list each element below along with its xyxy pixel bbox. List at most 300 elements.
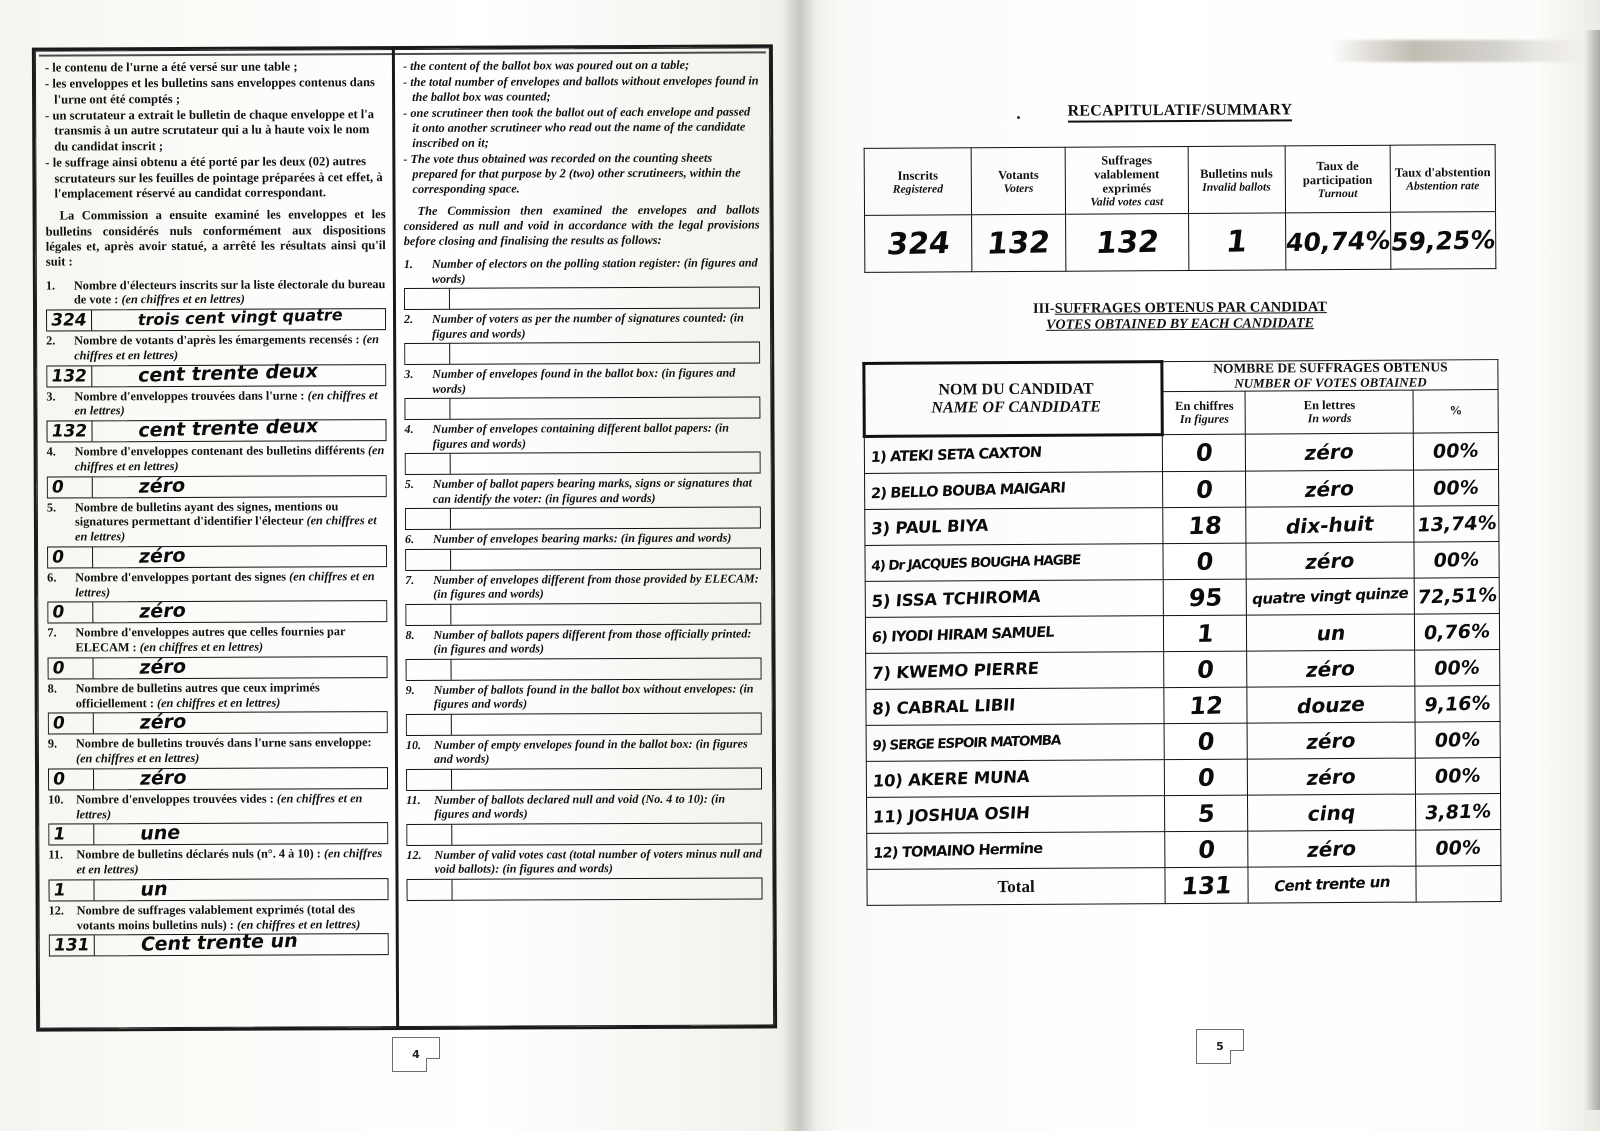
answer-words-cell[interactable] (92, 415, 385, 442)
handwritten-votes-words: zéro (1305, 763, 1359, 790)
question-item-11 (406, 791, 762, 846)
answer-figures-cell[interactable] (406, 604, 451, 624)
answer-figures-cell[interactable] (50, 936, 95, 956)
question-text: Nombre de bulletins autres que ceux imprimés officiellement : (en chiffres et en lettres) (75, 680, 320, 711)
table-row (866, 758, 1500, 798)
handwritten-votes-figure: 0 (1196, 763, 1216, 792)
question-number: 6. (404, 531, 415, 546)
handwritten-percent: 00% (1432, 548, 1481, 572)
right-page-number-tab (1196, 1029, 1244, 1064)
answer-figures-cell[interactable] (49, 714, 94, 734)
table-row (864, 433, 1498, 474)
handwritten-votes-words: dix-huit (1284, 510, 1376, 539)
handwritten-words: trois cent vingt quatre (136, 305, 345, 330)
answer-box[interactable] (48, 878, 388, 901)
handwritten-candidate-name: 8) CABRAL LIBII (871, 694, 1016, 719)
handwritten-votes-figure: 0 (1194, 438, 1214, 468)
question-hint: (en chiffres et en lettres) (76, 846, 383, 877)
question-label (404, 310, 760, 341)
answer-figures-cell[interactable] (49, 825, 94, 845)
french-bullet-list (45, 59, 386, 202)
answer-figures-cell[interactable] (407, 714, 452, 734)
header-votes-en: NUMBER OF VOTES OBTAINED (1234, 374, 1427, 391)
question-text: Nombre d'enveloppes autres que celles fournies par ELECAM : (en chiffres et en lettres) (75, 624, 346, 655)
answer-figures-cell[interactable] (49, 658, 94, 678)
answer-figures-cell[interactable] (407, 769, 452, 789)
answer-words-cell[interactable] (452, 768, 761, 789)
answer-box[interactable] (47, 600, 387, 623)
section-title-fr: SUFFRAGES OBTENUS PAR CANDIDAT (1054, 299, 1327, 317)
cell-votes-percent (1414, 542, 1499, 579)
question-text: Nombre d'enveloppes contenant des bulletins différents (en chiffres et en lettres) (74, 443, 385, 474)
handwritten-votes-figure: 0 (1196, 727, 1216, 756)
question-number: 8. (405, 627, 415, 642)
answer-words-cell[interactable] (95, 930, 388, 957)
answer-words-cell[interactable] (452, 658, 761, 679)
col-label-en: Valid votes cast (1090, 194, 1164, 209)
english-question-list (404, 255, 763, 900)
table-row (865, 506, 1499, 546)
question-item-1 (46, 277, 386, 332)
question-hint: (en chiffres et en lettres) (74, 332, 380, 363)
answer-box[interactable] (405, 506, 761, 530)
question-item-1 (404, 255, 760, 310)
question-label (48, 735, 388, 766)
header-percent-label: % (1449, 403, 1463, 418)
handwritten-words: zéro (138, 766, 189, 790)
handwritten-words: cent trente deux (136, 359, 320, 387)
handwritten-figure: 0 (51, 658, 66, 679)
col-label-fr: Votants (998, 167, 1039, 182)
question-text: Nombre de suffrages valablement exprimés (total des votants moins bulletins nuls) : (en chiffres et en lettres) (76, 902, 361, 933)
question-text: Nombre d'enveloppes trouvées dans l'urne : (en chiffres et en lettres) (74, 387, 378, 418)
question-item-3 (46, 388, 386, 443)
answer-figures-cell[interactable] (405, 399, 450, 419)
question-item-9 (406, 681, 762, 736)
list-item: - the content of the ballot box was poured out on a table; (402, 57, 690, 74)
total-words (1248, 866, 1416, 903)
question-label (405, 626, 761, 657)
cell-votes-figures (1164, 723, 1248, 760)
handwritten-candidate-name: 10) AKERE MUNA (872, 766, 1031, 791)
cell-candidate-name (865, 544, 1163, 582)
answer-words-cell[interactable] (452, 713, 761, 734)
answer-figures-cell[interactable] (49, 880, 94, 900)
question-label (46, 277, 386, 308)
question-text: Nombre de bulletins trouvés dans l'urne sans enveloppe: (en chiffres et en lettres) (75, 735, 372, 766)
handwritten-value: 1 (1224, 223, 1250, 260)
handwritten-votes-figure: 95 (1186, 583, 1224, 612)
question-hint: (en chiffres et en lettres) (75, 569, 375, 600)
cell-votes-percent (1415, 722, 1500, 759)
english-paragraph (404, 202, 760, 249)
handwritten-percent: 00% (1432, 476, 1481, 500)
answer-figures-cell[interactable] (47, 366, 92, 386)
list-item: - les enveloppes et les bulletins sans enveloppes contenus dans l'urne ont été comptés ; (44, 75, 375, 107)
question-item-6 (47, 569, 387, 624)
total-label: Total (867, 868, 1165, 906)
question-number: 7. (47, 625, 57, 640)
answer-box[interactable] (46, 359, 386, 387)
right-page-number: 5 (1216, 1040, 1224, 1053)
question-text: Nombre d'électeurs inscrits sur la liste électorale du bureau de vote : (en chiffres et en lettres) (73, 276, 386, 307)
question-hint: (en chiffres et en lettres) (74, 443, 385, 474)
cell-votes-words (1247, 614, 1415, 651)
handwritten-percent: 13,74% (1415, 511, 1498, 537)
cell-votes-percent (1415, 650, 1500, 687)
cell-candidate-name (865, 472, 1163, 510)
answer-box[interactable] (48, 767, 388, 790)
handwritten-votes-words: douze (1295, 691, 1368, 719)
col-label-en: Turnout (1317, 186, 1358, 200)
cell-candidate-name (867, 796, 1165, 834)
col-label-fr: Suffrages valablement exprimés (1093, 152, 1160, 195)
list-item: - un scrutateur a extrait le bulletin de chaque enveloppe et l'a transmis à un autre scrutateur qui a lu à haute voix le nom du candidat inscrit ; (45, 107, 375, 154)
column-divider (392, 49, 399, 1027)
question-text: Number of electors on the polling station register: (in figures and words) (431, 255, 758, 286)
cell-candidate-name (865, 616, 1163, 654)
recap-col-turnout (1285, 145, 1391, 213)
header-in-words (1245, 390, 1413, 434)
answer-words-cell[interactable] (94, 768, 387, 789)
question-hint: (in figures and words) (432, 365, 736, 396)
recap-col-invalid (1188, 146, 1286, 214)
list-item: - le contenu de l'urne a été versé sur une table ; (44, 59, 298, 75)
answer-figures-cell[interactable] (406, 549, 451, 569)
question-number: 2. (404, 311, 414, 326)
handwritten-percent: 0,76% (1422, 619, 1492, 645)
question-item-9 (48, 735, 388, 790)
question-item-7 (405, 571, 761, 626)
cell-votes-figures (1163, 579, 1247, 616)
question-item-12 (49, 902, 389, 957)
handwritten-candidate-name: 3) PAUL BIYA (870, 515, 989, 538)
table-row (865, 470, 1499, 510)
cell-votes-percent (1416, 758, 1501, 795)
recap-value-valid-votes (1066, 213, 1189, 271)
answer-box[interactable] (46, 305, 386, 331)
answer-words-cell[interactable] (93, 546, 386, 567)
question-text: Nombre d'enveloppes trouvées vides : (en chiffres et en lettres) (76, 791, 363, 822)
question-number: 3. (404, 366, 414, 381)
answer-box[interactable] (404, 396, 760, 420)
header-percent (1413, 390, 1498, 434)
question-number: 5. (404, 476, 414, 491)
question-text: Nombre de votants d'après les émargements recensés : (en chiffres et en lettres) (74, 332, 380, 363)
candidates-votes-table (862, 358, 1501, 906)
answer-words-cell[interactable] (92, 359, 385, 387)
question-item-6 (405, 530, 761, 570)
question-item-5 (47, 499, 387, 569)
answer-box[interactable] (48, 711, 388, 734)
handwritten-votes-words: zéro (1304, 655, 1358, 682)
header-votes-obtained (1162, 360, 1498, 392)
answer-box[interactable] (48, 822, 388, 845)
cell-votes-words (1248, 830, 1416, 867)
question-hint: (in figures and words) (502, 861, 613, 876)
header-name-fr: NOM DU CANDIDAT (938, 380, 1094, 399)
list-item: - le suffrage ainsi obtenu a été porté par les deux (02) autres scrutateurs sur les feuilles de pointage préparées à cet effet, à l'emplacement réservé au candidat correspondant. (45, 154, 383, 201)
answer-words-cell[interactable] (93, 476, 386, 497)
answer-words-cell[interactable] (450, 342, 759, 363)
handwritten-total-figure: 131 (1180, 870, 1234, 901)
scan-edge-shadow (1584, 30, 1600, 1110)
answer-figures-cell[interactable] (49, 769, 94, 789)
question-hint: (en chiffres et en lettres) (74, 387, 378, 418)
answer-box[interactable] (405, 451, 761, 475)
section-number: III- (1032, 300, 1055, 317)
answer-words-cell[interactable] (452, 823, 761, 844)
cell-votes-words (1248, 758, 1416, 795)
question-text: Number of voters as per the number of signatures counted: (in figures and words) (432, 310, 744, 341)
question-hint: (en chiffres et en lettres) (139, 639, 264, 655)
scan-smudge (1330, 40, 1580, 62)
cell-votes-percent (1416, 830, 1501, 867)
question-hint: (en chiffres et en lettres) (156, 695, 281, 710)
answer-words-cell[interactable] (452, 878, 761, 899)
answer-box[interactable] (46, 415, 386, 442)
question-item-4 (47, 443, 387, 498)
answer-box[interactable] (47, 545, 387, 568)
answer-box[interactable] (404, 341, 760, 365)
answer-words-cell[interactable] (94, 710, 387, 735)
recap-value-inscrits (865, 215, 972, 273)
question-label (404, 255, 760, 286)
answer-box[interactable] (47, 475, 387, 498)
answer-box[interactable] (406, 657, 762, 681)
question-label (48, 846, 388, 877)
question-hint: (en chiffres et en lettres) (76, 791, 363, 822)
table-row (867, 794, 1501, 834)
cell-votes-figures (1164, 759, 1248, 796)
header-candidate-name (864, 362, 1163, 437)
question-label (47, 569, 387, 600)
question-number: 10. (48, 792, 64, 807)
answer-box[interactable] (48, 656, 388, 679)
handwritten-words: cent trente deux (136, 415, 320, 442)
col-label-fr: Taux d'abstention (1394, 164, 1491, 180)
question-item-5 (405, 475, 761, 530)
cell-votes-words (1248, 794, 1416, 831)
recap-col-inscrits (864, 148, 971, 216)
answer-box[interactable] (406, 822, 762, 846)
answer-figures-cell[interactable] (405, 289, 450, 309)
cell-votes-words (1246, 470, 1414, 507)
answer-figures-cell[interactable] (47, 311, 92, 331)
question-item-10 (406, 736, 762, 791)
question-number: 2. (46, 333, 56, 348)
handwritten-votes-figure: 5 (1196, 799, 1217, 828)
cell-votes-figures (1163, 615, 1247, 652)
answer-words-cell[interactable] (94, 657, 387, 678)
handwritten-value: 40,74% (1284, 225, 1392, 257)
cell-votes-figures (1163, 543, 1247, 580)
candidates-table-body (864, 433, 1501, 906)
question-label (406, 736, 762, 767)
answer-figures-cell[interactable] (47, 422, 92, 442)
french-paragraph (46, 207, 386, 270)
question-item-2 (46, 332, 386, 387)
question-item-11 (48, 846, 388, 901)
question-hint: (en chiffres et en lettres) (121, 292, 245, 307)
answer-figures-cell[interactable] (48, 547, 93, 567)
question-hint: (in figures and words) (433, 641, 545, 656)
question-number: 10. (405, 737, 422, 752)
answer-figures-cell[interactable] (407, 659, 452, 679)
cell-votes-figures (1163, 471, 1247, 508)
handwritten-percent: 00% (1433, 728, 1483, 752)
english-column (403, 57, 763, 1019)
table-header-row (864, 360, 1498, 394)
question-hint: (en chiffres et en lettres) (74, 513, 377, 544)
handwritten-votes-words: zéro (1305, 727, 1358, 754)
question-number: 9. (47, 736, 58, 751)
answer-box[interactable] (406, 767, 762, 791)
answer-box[interactable] (404, 286, 760, 310)
answer-box[interactable] (49, 930, 389, 957)
col-label-en: Registered (892, 181, 944, 196)
answer-words-cell[interactable] (451, 507, 760, 528)
question-number: 1. (403, 256, 413, 272)
recap-col-abstention (1390, 145, 1496, 213)
cell-votes-percent (1414, 433, 1499, 471)
handwritten-percent: 00% (1431, 439, 1481, 464)
question-item-12 (406, 846, 762, 901)
handwritten-figure: 0 (50, 602, 66, 623)
table-row (865, 212, 1496, 273)
header-words-fr: En lettres (1303, 397, 1356, 412)
handwritten-votes-figure: 18 (1186, 511, 1223, 540)
cell-votes-words (1246, 433, 1414, 471)
question-text: Number of empty envelopes found in the ballot box: (in figures and words) (433, 736, 748, 766)
handwritten-words: zéro (137, 599, 188, 624)
answer-words-cell[interactable] (94, 879, 387, 900)
handwritten-figure: 0 (50, 547, 66, 568)
recap-title-text: RECAPITULATIF/SUMMARY (1068, 101, 1293, 122)
cell-votes-words (1247, 578, 1415, 615)
left-page-frame (32, 44, 777, 1031)
answer-figures-cell[interactable] (405, 344, 450, 364)
answer-figures-cell[interactable] (407, 824, 452, 844)
question-hint: (in figures and words) (433, 736, 748, 766)
cell-candidate-name (867, 832, 1165, 870)
section-title-en: VOTES OBTAINED BY EACH CANDIDATE (1046, 316, 1315, 333)
question-label (406, 791, 762, 822)
question-number: 6. (47, 570, 57, 585)
answer-words-cell[interactable] (450, 287, 759, 308)
question-text: Number of envelopes different from those provided by ELECAM: (in figures and words) (433, 570, 759, 601)
question-label (405, 571, 761, 602)
handwritten-figure: 1 (51, 824, 67, 845)
recap-col-valid-votes (1065, 146, 1188, 214)
answer-figures-cell[interactable] (407, 879, 452, 899)
cell-votes-percent (1414, 506, 1499, 543)
answer-words-cell[interactable] (93, 599, 386, 624)
question-number: 11. (48, 847, 64, 862)
handwritten-figure: 132 (49, 366, 89, 387)
handwritten-candidate-name: 2) BELLO BOUBA MAIGARI (870, 479, 1066, 502)
answer-words-cell[interactable] (451, 603, 760, 624)
col-label-en: Voters (1003, 181, 1034, 195)
handwritten-value: 132 (985, 224, 1053, 262)
question-text: Number of ballots found in the ballot box without envelopes: (in figures and words) (433, 680, 754, 711)
question-label (404, 420, 760, 451)
answer-figures-cell[interactable] (406, 509, 451, 529)
handwritten-candidate-name: 12) TOMAINO Hermine (872, 840, 1043, 862)
answer-words-cell[interactable] (450, 397, 759, 418)
answer-words-cell[interactable] (451, 452, 760, 473)
answer-figures-cell[interactable] (48, 603, 93, 623)
cell-votes-words (1247, 686, 1415, 723)
handwritten-figure: 324 (49, 310, 89, 331)
question-label (46, 388, 386, 419)
answer-box[interactable] (405, 602, 761, 626)
handwritten-votes-figure: 12 (1187, 691, 1224, 720)
question-item-3 (404, 365, 760, 420)
col-label-fr: Bulletins nuls (1200, 165, 1273, 181)
recap-table (864, 144, 1497, 273)
english-paragraph-text: The Commission then examined the envelopes and ballots considered as null and void in accordance with the legal provisions before closing and finalising the results as follows: (403, 202, 760, 249)
answer-figures-cell[interactable] (48, 477, 93, 497)
handwritten-votes-figure: 0 (1195, 547, 1215, 576)
question-text: Number of ballots declared null and void (No. 4 to 10): (in figures and words) (434, 791, 726, 821)
answer-words-cell[interactable] (94, 823, 387, 844)
question-label (48, 791, 388, 822)
question-text: Number of ballots papers different from those officially printed: (in figures and words) (433, 625, 752, 656)
handwritten-votes-figure: 0 (1195, 655, 1216, 684)
answer-box[interactable] (406, 877, 762, 901)
handwritten-words: zéro (138, 710, 188, 735)
cell-votes-figures (1164, 651, 1248, 688)
answer-figures-cell[interactable] (406, 454, 451, 474)
handwritten-total-words: Cent trente un (1273, 872, 1392, 896)
question-number: 12. (406, 847, 422, 862)
question-label (46, 332, 386, 363)
cell-candidate-name (866, 760, 1164, 798)
cell-votes-percent (1415, 578, 1500, 615)
handwritten-percent: 00% (1433, 764, 1483, 788)
handwritten-figure: 131 (52, 935, 91, 956)
answer-words-cell[interactable] (92, 305, 385, 330)
answer-box[interactable] (405, 547, 761, 571)
question-item-10 (48, 791, 388, 846)
total-figures (1165, 867, 1249, 904)
cell-votes-figures (1162, 434, 1246, 472)
question-number: 8. (47, 681, 57, 696)
handwritten-candidate-name: 6) IYODI HIRAM SAMUEL (871, 624, 1055, 646)
cell-candidate-name (866, 724, 1164, 762)
question-item-4 (404, 420, 760, 475)
french-paragraph-text: La Commission a ensuite examiné les enveloppes et les bulletins considérés nuls conformément aux dispositions légales et, après avoir statué, a arrêté les résultats ainsi qu'il suit : (45, 207, 386, 269)
answer-words-cell[interactable] (451, 548, 760, 569)
table-row (866, 650, 1500, 690)
question-text: Number of envelopes found in the ballot box: (in figures and words) (432, 365, 736, 396)
table-row (865, 614, 1499, 654)
question-label (49, 902, 389, 933)
handwritten-figure: 0 (50, 477, 66, 498)
handwritten-votes-words: un (1314, 620, 1348, 646)
question-text: Number of ballot papers bearing marks, signs or signatures that can identify the voter: (in figures and words) (432, 475, 752, 506)
total-percent (1416, 866, 1501, 903)
answer-box[interactable] (406, 712, 762, 736)
handwritten-words: Cent trente un (139, 930, 300, 957)
cell-votes-figures (1163, 507, 1247, 544)
handwritten-figure: 132 (49, 421, 89, 442)
french-column (45, 59, 389, 1020)
handwritten-votes-figure: 0 (1196, 835, 1217, 864)
col-label-fr: Taux de participation (1302, 158, 1373, 187)
header-votes-fr: NOMBRE DE SUFFRAGES OBTENUS (1213, 359, 1448, 376)
